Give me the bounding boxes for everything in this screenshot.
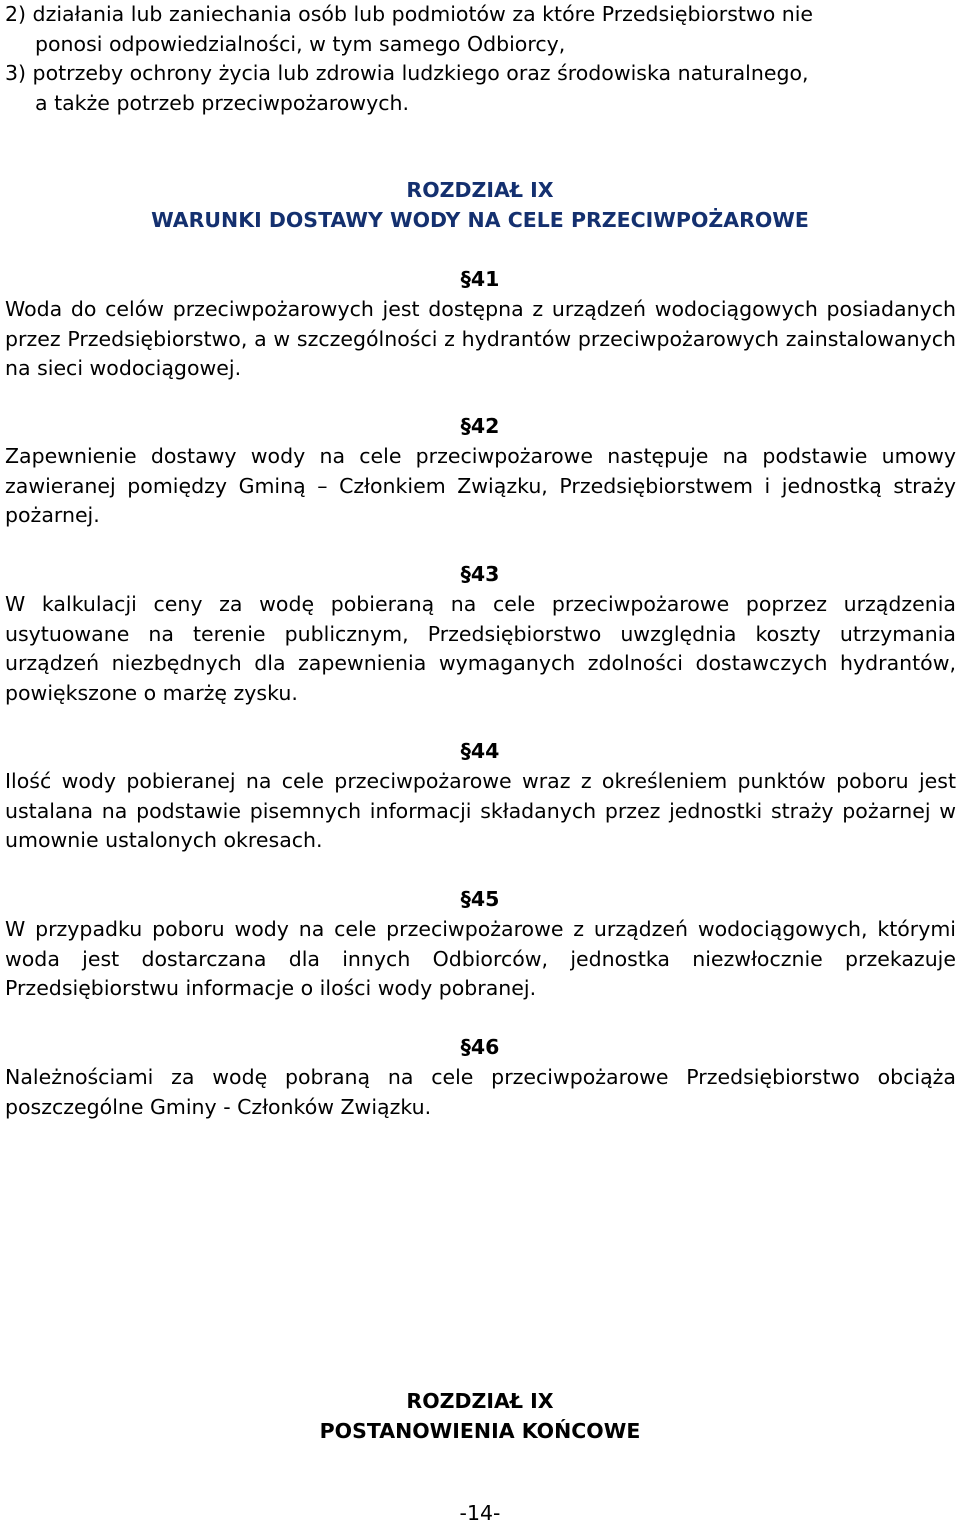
section-heading: §45 <box>460 887 500 911</box>
list-item-line: 3) potrzeby ochrony życia lub zdrowia ludzkiego oraz środowiska naturalnego, <box>5 61 809 85</box>
section-text: W przypadku poboru wody na cele przeciwpożarowe z urządzeń wodociągowych, którymi woda jest dostarczana dla innych Odbiorców, jednostka niezwłocznie przekazuje Przedsiębiorstwu informacje o ilości wody pobranej. <box>5 917 956 1000</box>
section-text: Ilość wody pobieranej na cele przeciwpożarowe wraz z określeniem punktów poboru jest ustalana na podstawie pisemnych informacji składanych przez jednostki straży pożarnej w umownie ustalonych okresach. <box>5 769 956 852</box>
next-chapter-title: POSTANOWIENIA KOŃCOWE <box>319 1419 641 1443</box>
section-heading: §43 <box>460 562 500 586</box>
list-item-line: 2) działania lub zaniechania osób lub podmiotów za które Przedsiębiorstwo nie <box>5 2 814 26</box>
section-text: Woda do celów przeciwpożarowych jest dostępna z urządzeń wodociągowych posiadanych przez Przedsiębiorstwo, a w szczególności z hydrantów przeciwpożarowych zainstalowanych na sieci wodociągowej. <box>5 297 956 380</box>
page-number: -14- <box>459 1501 501 1525</box>
list-item-line: a także potrzeb przeciwpożarowych. <box>35 90 409 115</box>
chapter-number: ROZDZIAŁ IX <box>406 178 554 202</box>
section-heading: §46 <box>460 1035 500 1059</box>
section-heading: §42 <box>460 414 500 438</box>
section-heading: §44 <box>460 739 500 763</box>
list-item <box>5 59 955 118</box>
list-item <box>5 0 955 59</box>
chapter-title: WARUNKI DOSTAWY WODY NA CELE PRZECIWPOŻAROWE <box>151 208 809 232</box>
section-text: Zapewnienie dostawy wody na cele przeciwpożarowe następuje na podstawie umowy zawieranej pomiędzy Gminą – Członkiem Związku, Przedsiębiorstwem i jednostką straży pożarnej. <box>5 444 956 527</box>
section-heading: §41 <box>460 267 500 291</box>
next-chapter-number: ROZDZIAŁ IX <box>406 1389 554 1413</box>
section-text: W kalkulacji ceny za wodę pobieraną na cele przeciwpożarowe poprzez urządzenia usytuowane na terenie publicznym, Przedsiębiorstwo uwzględnia koszty utrzymania urządzeń niezbędnych dla zapewnienia wymaganych zdolności dostawczych hydrantów, powiększone o marżę zysku. <box>5 592 956 705</box>
section-text: Należnościami za wodę pobraną na cele przeciwpożarowe Przedsiębiorstwo obciąża poszczególne Gminy - Członków Związku. <box>5 1065 956 1119</box>
list-item-line: ponosi odpowiedzialności, w tym samego Odbiorcy, <box>35 31 566 56</box>
